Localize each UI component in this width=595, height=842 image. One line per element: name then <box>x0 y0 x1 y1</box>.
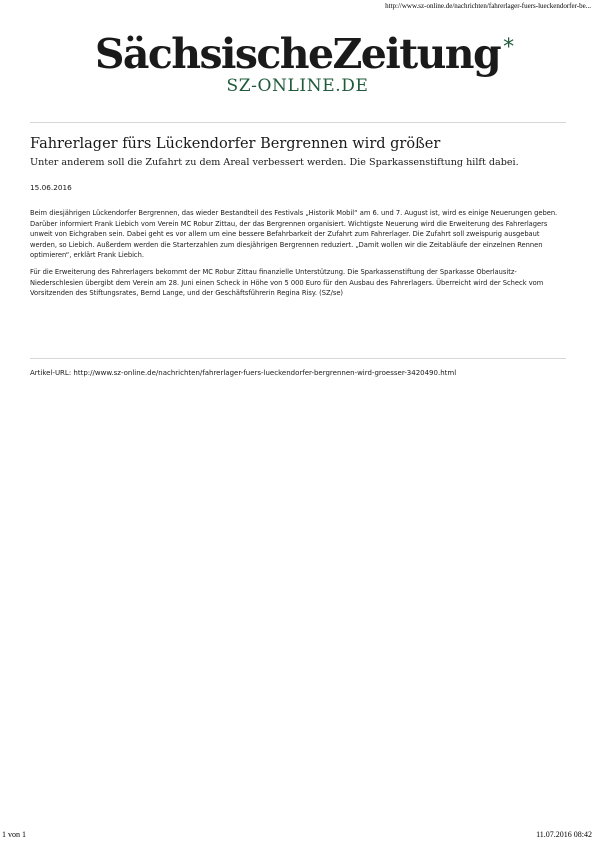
top-divider <box>30 122 566 123</box>
masthead <box>0 32 595 96</box>
print-timestamp: 11.07.2016 08:42 <box>536 830 592 839</box>
print-header-url: http://www.sz-online.de/nachrichten/fahrerlager-fuers-lueckendorfer-be... <box>385 2 591 10</box>
masthead-star: * <box>503 35 515 60</box>
article-url-link[interactable]: http://www.sz-online.de/nachrichten/fahrerlager-fuers-lueckendorfer-bergrennen-wird-groesser-3420490.html <box>73 369 457 377</box>
article-body <box>30 208 568 305</box>
masthead-logo[interactable] <box>94 30 515 78</box>
url-divider <box>30 358 566 359</box>
print-page-number: 1 von 1 <box>2 830 26 839</box>
article-url-label: Artikel-URL: <box>30 369 72 377</box>
masthead-subtitle: SZ-ONLINE.DE <box>226 76 369 96</box>
masthead-title: SächsischeZeitung <box>94 30 501 78</box>
article-subheadline: Unter anderem soll die Zufahrt zu dem Areal verbessert werden. Die Sparkassenstiftung hilft dabei. <box>30 157 519 168</box>
article-paragraph: Beim diesjährigen Lückendorfer Bergrennen, das wieder Bestandteil des Festivals „Historik Mobil“ am 6. und 7. August ist, wird es einige Neuerungen geben. Darüber informiert Frank Liebich vom Verein MC Robur Zittau, der das Bergrennen organisiert. Wichtigste Neuerung wird die Erweiterung des Fahrerlagers unweit von Eichgraben sein. Dabei geht es vor allem um eine bessere Befahrbarkeit der Zufahrt zum Fahrerlager. Die Zufahrt soll zweispurig ausgebaut werden, so Liebich. Außerdem werden die Starterzahlen zum diesjährigen Bergrennen reduziert. „Damit wollen wir die Zeitabläufe der einzelnen Rennen optimieren“, erklärt Frank Liebich. <box>30 209 558 260</box>
article-headline: Fahrerlager fürs Lückendorfer Bergrennen wird größer <box>30 136 441 152</box>
article-date: 15.06.2016 <box>30 183 72 192</box>
article-url-row <box>30 369 570 377</box>
article-paragraph: Für die Erweiterung des Fahrerlagers bekommt der MC Robur Zittau finanzielle Unterstützung. Die Sparkassenstiftung der Sparkasse Oberlausitz-Niederschlesien übergibt dem Verein am 28. Juni einen Scheck in Höhe von 5 000 Euro für den Ausbau des Fahrerlagers. Überreicht wird der Scheck vom Vorsitzenden des Stiftungsrates, Bernd Lange, und der Geschäftsführerin Regina Risy. (SZ/se) <box>30 267 544 298</box>
